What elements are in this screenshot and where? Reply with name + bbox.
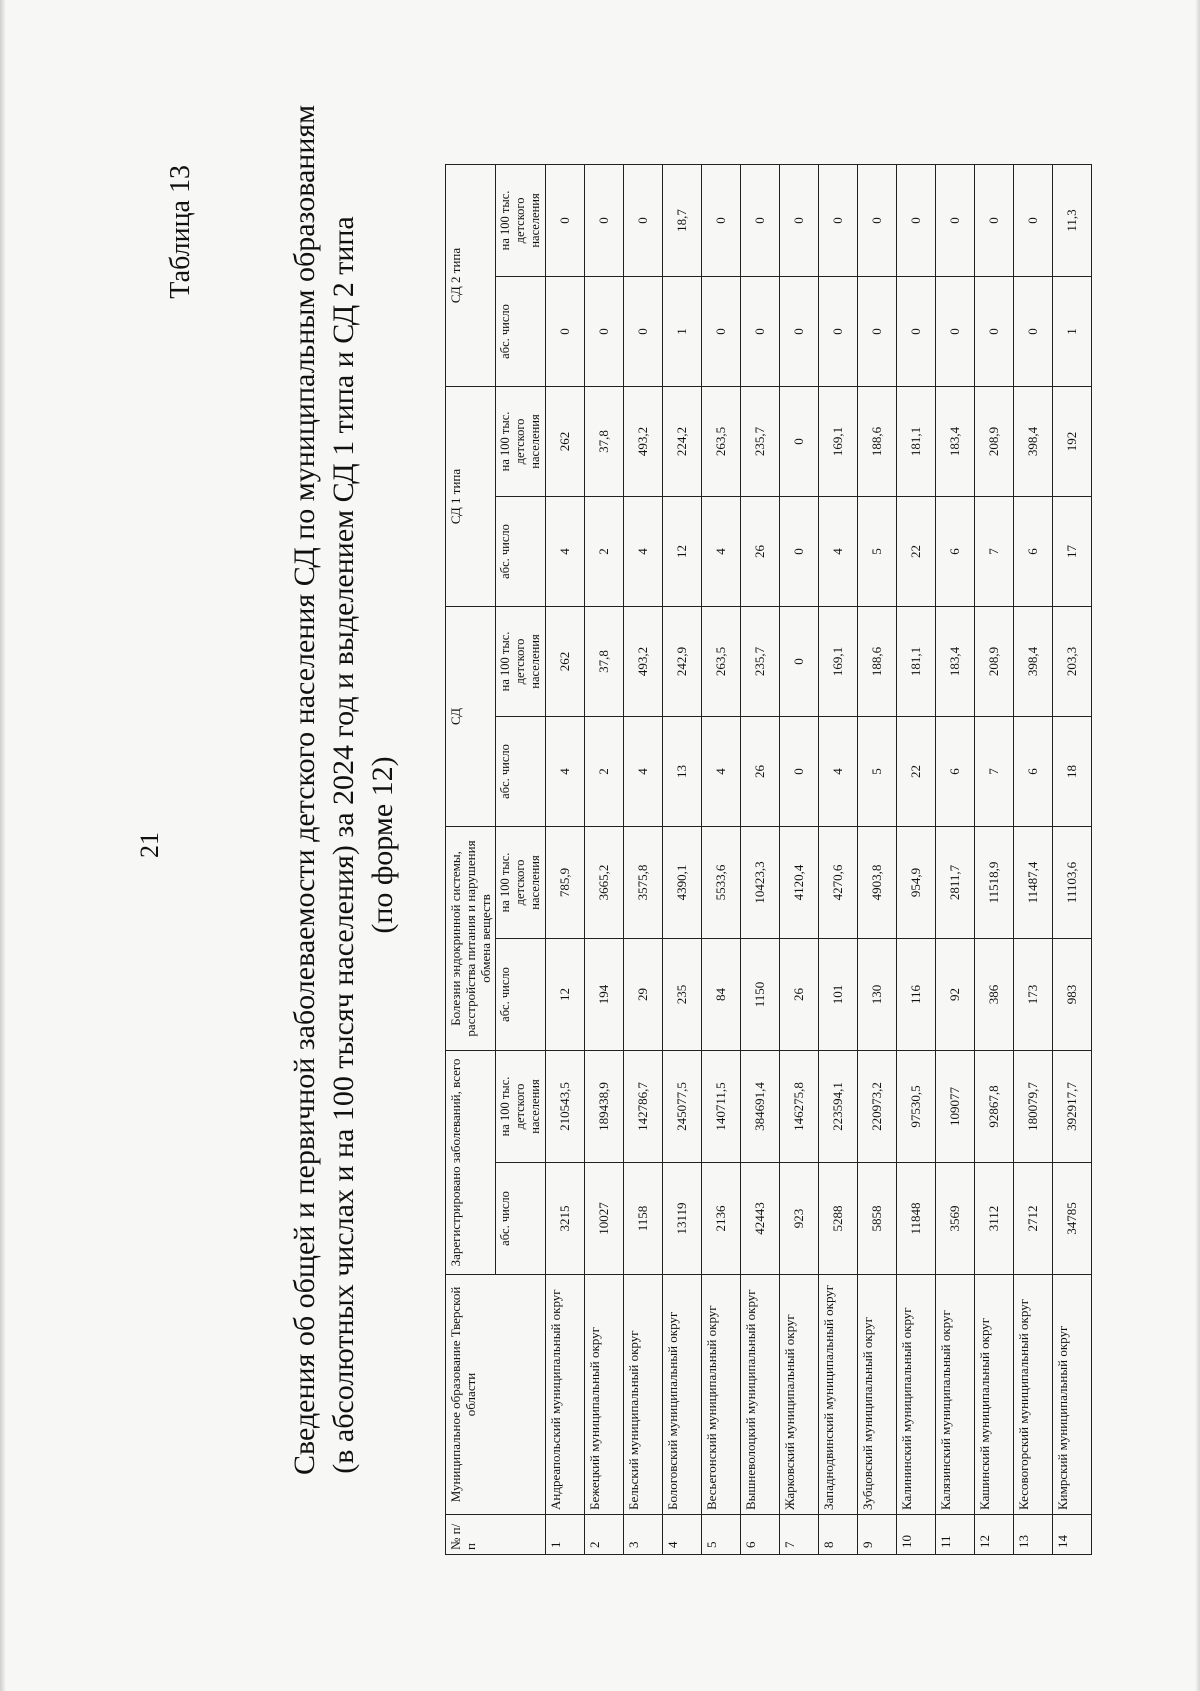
sd1-rate: 0 xyxy=(780,386,819,496)
sd-abs: 4 xyxy=(819,716,858,826)
sd1-rate: 169,1 xyxy=(819,386,858,496)
header-municipality: Муниципальное образование Тверской области xyxy=(446,1275,546,1515)
endocrine-rate: 11518,9 xyxy=(975,826,1014,938)
sd2-rate: 0 xyxy=(741,164,780,276)
municipality-name: Весьегонский муниципальный округ xyxy=(702,1275,741,1515)
sd2-abs: 0 xyxy=(897,276,936,386)
header-sd1-rate: на 100 тыс. детского населения xyxy=(496,386,546,496)
sd1-rate: 188,6 xyxy=(858,386,897,496)
registered-rate: 180079,7 xyxy=(1014,1051,1053,1163)
registered-abs: 3569 xyxy=(936,1163,975,1275)
title-line-2: (в абсолютных числах и на 100 тысяч населения) за 2024 год и выделением СД 1 типа и СД 2 типа xyxy=(327,216,360,1474)
table-row xyxy=(702,164,741,1554)
sd-abs: 6 xyxy=(1014,716,1053,826)
endocrine-rate: 954,9 xyxy=(897,826,936,938)
endocrine-rate: 2811,7 xyxy=(936,826,975,938)
sd1-abs: 7 xyxy=(975,496,1014,606)
sd1-rate: 262 xyxy=(546,386,585,496)
sd2-abs: 0 xyxy=(819,276,858,386)
registered-rate: 109077 xyxy=(936,1051,975,1163)
sd1-rate: 192 xyxy=(1053,386,1092,496)
sd1-abs: 22 xyxy=(897,496,936,606)
sd2-rate: 0 xyxy=(624,164,663,276)
sd2-rate: 0 xyxy=(1014,164,1053,276)
sd1-rate: 263,5 xyxy=(702,386,741,496)
header-sd: СД xyxy=(446,606,496,826)
sd2-abs: 0 xyxy=(702,276,741,386)
endocrine-abs: 101 xyxy=(819,939,858,1051)
row-number: 8 xyxy=(819,1515,858,1555)
sd1-rate: 398,4 xyxy=(1014,386,1053,496)
scan-edge-left xyxy=(0,0,6,1691)
registered-rate: 245077,5 xyxy=(663,1051,702,1163)
registered-abs: 1158 xyxy=(624,1163,663,1275)
sd1-abs: 26 xyxy=(741,496,780,606)
municipality-name: Калязинский муниципальный округ xyxy=(936,1275,975,1515)
sd-rate: 203,3 xyxy=(1053,606,1092,716)
endocrine-rate: 5533,6 xyxy=(702,826,741,938)
header-sd1: СД 1 типа xyxy=(446,386,496,606)
endocrine-abs: 26 xyxy=(780,939,819,1051)
sd-rate: 263,5 xyxy=(702,606,741,716)
sd2-rate: 0 xyxy=(936,164,975,276)
header-sd2-rate: на 100 тыс. детского населения xyxy=(496,164,546,276)
registered-abs: 11848 xyxy=(897,1163,936,1275)
sd-rate: 181,1 xyxy=(897,606,936,716)
sd-rate: 493,2 xyxy=(624,606,663,716)
header-sd-rate: на 100 тыс. детского населения xyxy=(496,606,546,716)
endocrine-abs: 173 xyxy=(1014,939,1053,1051)
row-number: 9 xyxy=(858,1515,897,1555)
sd2-rate: 0 xyxy=(546,164,585,276)
page-number: 21 xyxy=(135,832,164,858)
registered-rate: 97530,5 xyxy=(897,1051,936,1163)
sd-abs: 22 xyxy=(897,716,936,826)
header-row-1 xyxy=(446,164,496,1554)
table-row xyxy=(858,164,897,1554)
sd-rate: 242,9 xyxy=(663,606,702,716)
sd-rate: 183,4 xyxy=(936,606,975,716)
table-row xyxy=(624,164,663,1554)
endocrine-rate: 10423,3 xyxy=(741,826,780,938)
municipality-name: Кимрский муниципальный округ xyxy=(1053,1275,1092,1515)
endocrine-rate: 4270,6 xyxy=(819,826,858,938)
sd-rate: 235,7 xyxy=(741,606,780,716)
endocrine-rate: 785,9 xyxy=(546,826,585,938)
endocrine-abs: 1150 xyxy=(741,939,780,1051)
sd-rate: 37,8 xyxy=(585,606,624,716)
row-number: 12 xyxy=(975,1515,1014,1555)
table-row xyxy=(741,164,780,1554)
endocrine-abs: 12 xyxy=(546,939,585,1051)
header-sd2: СД 2 типа xyxy=(446,164,496,386)
sd2-rate: 0 xyxy=(780,164,819,276)
row-number: 6 xyxy=(741,1515,780,1555)
municipality-name: Вышневолоцкий муниципальный округ xyxy=(741,1275,780,1515)
sd-rate: 0 xyxy=(780,606,819,716)
sd1-rate: 224,2 xyxy=(663,386,702,496)
registered-abs: 5858 xyxy=(858,1163,897,1275)
registered-rate: 92867,8 xyxy=(975,1051,1014,1163)
sd2-rate: 18,7 xyxy=(663,164,702,276)
table-row xyxy=(936,164,975,1554)
header-num: № п/п xyxy=(446,1515,546,1555)
table-row xyxy=(546,164,585,1554)
sd1-abs: 12 xyxy=(663,496,702,606)
sd1-abs: 4 xyxy=(546,496,585,606)
sd1-rate: 181,1 xyxy=(897,386,936,496)
sd1-abs: 5 xyxy=(858,496,897,606)
endocrine-rate: 4390,1 xyxy=(663,826,702,938)
endocrine-rate: 3665,2 xyxy=(585,826,624,938)
sd1-abs: 6 xyxy=(936,496,975,606)
sd2-abs: 0 xyxy=(780,276,819,386)
sd-abs: 4 xyxy=(624,716,663,826)
endocrine-rate: 4903,8 xyxy=(858,826,897,938)
municipality-name: Кашинский муниципальный округ xyxy=(975,1275,1014,1515)
sd2-rate: 0 xyxy=(897,164,936,276)
registered-abs: 2136 xyxy=(702,1163,741,1275)
registered-abs: 5288 xyxy=(819,1163,858,1275)
sd2-abs: 0 xyxy=(936,276,975,386)
table-row xyxy=(975,164,1014,1554)
row-number: 1 xyxy=(546,1515,585,1555)
registered-rate: 392917,7 xyxy=(1053,1051,1092,1163)
registered-rate: 189438,9 xyxy=(585,1051,624,1163)
municipality-name: Зубцовский муниципальный округ xyxy=(858,1275,897,1515)
sd-abs: 2 xyxy=(585,716,624,826)
document-title xyxy=(285,104,402,1475)
sd1-rate: 493,2 xyxy=(624,386,663,496)
header-reg-abs: абс. число xyxy=(496,1163,546,1275)
sd2-abs: 1 xyxy=(1053,276,1092,386)
sd1-rate: 183,4 xyxy=(936,386,975,496)
row-number: 7 xyxy=(780,1515,819,1555)
row-number: 5 xyxy=(702,1515,741,1555)
sd2-abs: 0 xyxy=(1014,276,1053,386)
sd2-rate: 0 xyxy=(975,164,1014,276)
table-row xyxy=(1014,164,1053,1554)
sd-abs: 18 xyxy=(1053,716,1092,826)
table-row xyxy=(897,164,936,1554)
endocrine-abs: 983 xyxy=(1053,939,1092,1051)
endocrine-rate: 3575,8 xyxy=(624,826,663,938)
municipality-name: Андреапольский муниципальный округ xyxy=(546,1275,585,1515)
sd1-abs: 2 xyxy=(585,496,624,606)
row-number: 10 xyxy=(897,1515,936,1555)
endocrine-rate: 4120,4 xyxy=(780,826,819,938)
municipality-name: Жарковский муниципальный округ xyxy=(780,1275,819,1515)
header-sd2-abs: абс. число xyxy=(496,276,546,386)
statistics-table xyxy=(445,164,1092,1555)
registered-abs: 13119 xyxy=(663,1163,702,1275)
sd2-rate: 11,3 xyxy=(1053,164,1092,276)
sd-abs: 13 xyxy=(663,716,702,826)
sd-rate: 169,1 xyxy=(819,606,858,716)
endocrine-abs: 235 xyxy=(663,939,702,1051)
endocrine-abs: 116 xyxy=(897,939,936,1051)
registered-rate: 210543,5 xyxy=(546,1051,585,1163)
registered-rate: 220973,2 xyxy=(858,1051,897,1163)
sd2-abs: 0 xyxy=(741,276,780,386)
sd-abs: 4 xyxy=(546,716,585,826)
sd2-rate: 0 xyxy=(858,164,897,276)
sd2-abs: 0 xyxy=(624,276,663,386)
row-number: 2 xyxy=(585,1515,624,1555)
registered-abs: 2712 xyxy=(1014,1163,1053,1275)
endocrine-rate: 11103,6 xyxy=(1053,826,1092,938)
sd2-abs: 0 xyxy=(546,276,585,386)
sd1-abs: 4 xyxy=(819,496,858,606)
sd1-abs: 4 xyxy=(624,496,663,606)
registered-rate: 384691,4 xyxy=(741,1051,780,1163)
sd1-abs: 6 xyxy=(1014,496,1053,606)
sd-rate: 262 xyxy=(546,606,585,716)
endocrine-rate: 11487,4 xyxy=(1014,826,1053,938)
table-row xyxy=(819,164,858,1554)
header-endo-abs: абс. число xyxy=(496,939,546,1051)
municipality-name: Калининский муниципальный округ xyxy=(897,1275,936,1515)
sd1-abs: 0 xyxy=(780,496,819,606)
sd2-rate: 0 xyxy=(585,164,624,276)
table-number: Таблица 13 xyxy=(165,165,196,299)
registered-rate: 223594,1 xyxy=(819,1051,858,1163)
rotated-page xyxy=(95,75,1105,1615)
registered-abs: 10027 xyxy=(585,1163,624,1275)
endocrine-abs: 84 xyxy=(702,939,741,1051)
sd1-abs: 17 xyxy=(1053,496,1092,606)
table-row xyxy=(1053,164,1092,1554)
sd-abs: 6 xyxy=(936,716,975,826)
sd1-abs: 4 xyxy=(702,496,741,606)
sd2-abs: 0 xyxy=(858,276,897,386)
endocrine-abs: 194 xyxy=(585,939,624,1051)
table-row xyxy=(585,164,624,1554)
registered-rate: 142786,7 xyxy=(624,1051,663,1163)
registered-abs: 3215 xyxy=(546,1163,585,1275)
table-body xyxy=(546,164,1092,1554)
municipality-name: Бельский муниципальный округ xyxy=(624,1275,663,1515)
sd-abs: 7 xyxy=(975,716,1014,826)
header-sd1-abs: абс. число xyxy=(496,496,546,606)
header-endocrine: Болезни эндокринной системы, расстройства питания и нарушения обмена веществ xyxy=(446,826,496,1050)
municipality-name: Бологовский муниципальный округ xyxy=(663,1275,702,1515)
row-number: 3 xyxy=(624,1515,663,1555)
endocrine-abs: 386 xyxy=(975,939,1014,1051)
header-reg-rate: на 100 тыс. детского населения xyxy=(496,1051,546,1163)
endocrine-abs: 92 xyxy=(936,939,975,1051)
table-row xyxy=(780,164,819,1554)
registered-abs: 3112 xyxy=(975,1163,1014,1275)
table-row xyxy=(663,164,702,1554)
sd-abs: 4 xyxy=(702,716,741,826)
row-number: 4 xyxy=(663,1515,702,1555)
registered-abs: 34785 xyxy=(1053,1163,1092,1275)
scan-edge-right xyxy=(1195,0,1200,1691)
sd-rate: 398,4 xyxy=(1014,606,1053,716)
sd1-rate: 37,8 xyxy=(585,386,624,496)
registered-abs: 923 xyxy=(780,1163,819,1275)
sd-abs: 26 xyxy=(741,716,780,826)
sd1-rate: 235,7 xyxy=(741,386,780,496)
sd2-rate: 0 xyxy=(819,164,858,276)
endocrine-abs: 29 xyxy=(624,939,663,1051)
sd-rate: 188,6 xyxy=(858,606,897,716)
sd2-abs: 0 xyxy=(585,276,624,386)
header-endo-rate: на 100 тыс. детского населения xyxy=(496,826,546,938)
registered-abs: 42443 xyxy=(741,1163,780,1275)
row-number: 14 xyxy=(1053,1515,1092,1555)
sd-rate: 208,9 xyxy=(975,606,1014,716)
sd2-rate: 0 xyxy=(702,164,741,276)
registered-rate: 140711,5 xyxy=(702,1051,741,1163)
municipality-name: Кесовогорский муниципальный округ xyxy=(1014,1275,1053,1515)
sd2-abs: 1 xyxy=(663,276,702,386)
municipality-name: Бежецкий муниципальный округ xyxy=(585,1275,624,1515)
sd-abs: 5 xyxy=(858,716,897,826)
registered-rate: 146275,8 xyxy=(780,1051,819,1163)
sd2-abs: 0 xyxy=(975,276,1014,386)
row-number: 11 xyxy=(936,1515,975,1555)
municipality-name: Западнодвинский муниципальный округ xyxy=(819,1275,858,1515)
endocrine-abs: 130 xyxy=(858,939,897,1051)
header-sd-abs: абс. число xyxy=(496,716,546,826)
row-number: 13 xyxy=(1014,1515,1053,1555)
title-line-1: Сведения об общей и первичной заболеваемости детского населения СД по муниципальным образованиям xyxy=(288,104,321,1475)
sd1-rate: 208,9 xyxy=(975,386,1014,496)
sd-abs: 0 xyxy=(780,716,819,826)
header-registered-total: Зарегистрировано заболеваний, всего xyxy=(446,1051,496,1275)
title-line-3: (по форме 12) xyxy=(366,756,399,934)
